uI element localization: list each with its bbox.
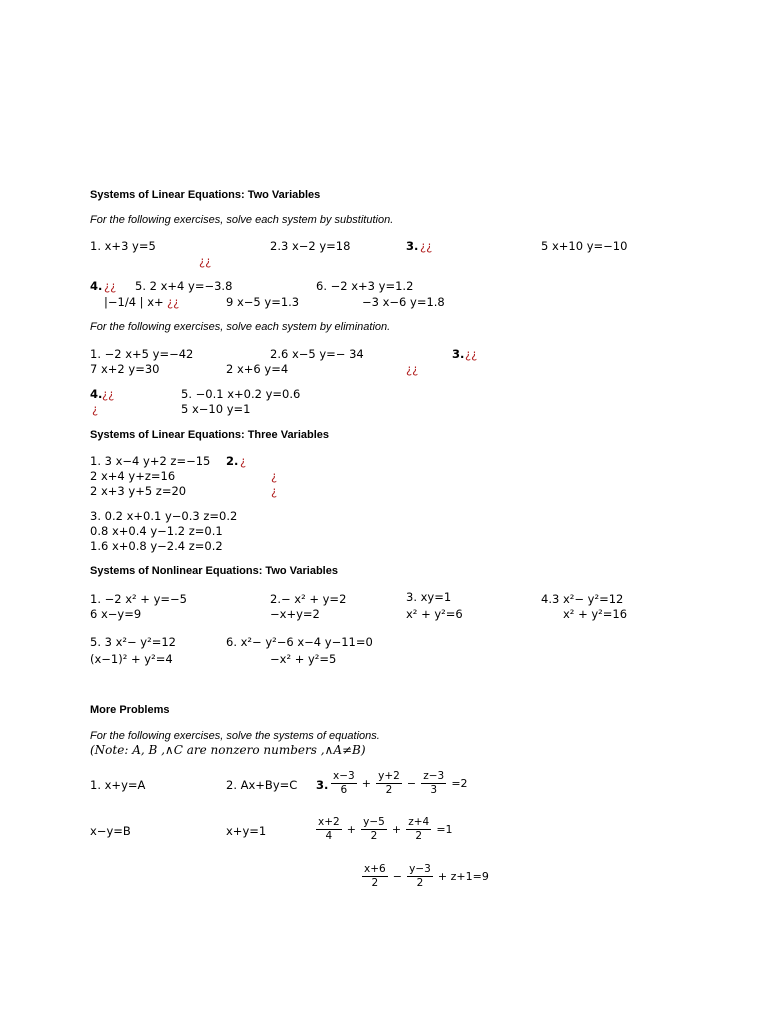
problem-4-elim-label: 4.	[90, 387, 103, 401]
problem-1-nonlin-line2: 6 x−y=9	[90, 607, 142, 621]
fraction-numerator: x+2	[318, 816, 340, 828]
operator: −	[392, 870, 403, 883]
problem-1-elim-line2: 7 x+2 y=30	[90, 362, 160, 376]
fraction-row-3	[362, 863, 489, 890]
fraction-row-2	[316, 816, 453, 843]
fraction-denominator: 3	[430, 784, 438, 796]
fraction-denominator: 2	[370, 830, 378, 842]
problem-5-elim-line2: 5 x−10 y=1	[181, 402, 251, 416]
problem-6-nonlin-line1: 6. x²− y²−6 x−4 y−11=0	[226, 635, 373, 649]
operator: +	[391, 823, 402, 836]
problem-6-sub-line1: 6. −2 x+3 y=1.2	[316, 279, 414, 293]
note-text: (Note: A, B ,∧C are nonzero numbers ,∧A≠B)	[90, 743, 366, 757]
problem-1-three-line3: 2 x+3 y+5 z=20	[90, 484, 187, 498]
problem-5-sub-line1: 5. 2 x+4 y=−3.8	[135, 279, 233, 293]
equation-rhs: =1	[436, 823, 453, 836]
problem-1-sub: 1. x+3 y=5	[90, 239, 156, 253]
problem-4-nonlin-line2: x² + y²=16	[563, 607, 628, 621]
glyph-placeholder: ¿¿	[465, 347, 478, 361]
fraction-denominator: 2	[416, 877, 424, 889]
problem-2-elim-line2: 2 x+6 y=4	[226, 362, 289, 376]
glyph-placeholder: ¿¿	[102, 387, 115, 401]
problem-2-nonlin-line1: 2.− x² + y=2	[270, 592, 347, 606]
problem-3-nonlin-line2: x² + y²=6	[406, 607, 463, 621]
problem-5-nonlin-line1: 5. 3 x²− y²=12	[90, 635, 176, 649]
problem-1-elim-line1: 1. −2 x+5 y=−42	[90, 347, 194, 361]
problem-2-sub: 2.3 x−2 y=18	[270, 239, 351, 253]
problem-1-three-line2: 2 x+4 y+z=16	[90, 469, 176, 483]
instruction-more-problems: For the following exercises, solve the systems of equations.	[90, 730, 380, 742]
glyph-placeholder: ¿	[240, 454, 247, 468]
problem-2-more-line2: x+y=1	[226, 824, 267, 838]
problem-5-elim-line1: 5. −0.1 x+0.2 y=0.6	[181, 387, 301, 401]
section-heading-linear-three: Systems of Linear Equations: Three Variables	[90, 429, 330, 441]
equation-rhs: + z+1=9	[437, 870, 489, 883]
problem-2-elim-line1: 2.6 x−5 y=− 34	[270, 347, 364, 361]
equation-rhs: =2	[451, 777, 468, 790]
problem-3-sub-eq: 5 x+10 y=−10	[541, 239, 628, 253]
glyph-placeholder: ¿¿	[199, 254, 212, 268]
section-heading-nonlinear: Systems of Nonlinear Equations: Two Variables	[90, 565, 338, 577]
fraction-denominator: 6	[340, 784, 348, 796]
fraction-numerator: y−3	[409, 863, 431, 875]
operator: +	[346, 823, 357, 836]
fraction-numerator: z+4	[408, 816, 430, 828]
section-heading-linear-two: Systems of Linear Equations: Two Variables	[90, 189, 321, 201]
problem-4-sub-label: 4.	[90, 279, 103, 293]
problem-5-nonlin-line2: (x−1)² + y²=4	[90, 652, 173, 666]
fraction-denominator: 2	[371, 877, 379, 889]
problem-5-sub-line2: 9 x−5 y=1.3	[226, 295, 300, 309]
fraction-numerator: y+2	[378, 770, 400, 782]
instruction-substitution: For the following exercises, solve each system by substitution.	[90, 214, 394, 226]
fraction-row-1	[331, 770, 468, 797]
problem-3-three-line3: 1.6 x+0.8 y−2.4 z=0.2	[90, 539, 223, 553]
fraction-numerator: x+6	[364, 863, 386, 875]
fraction-denominator: 4	[325, 830, 333, 842]
problem-6-nonlin-line2: −x² + y²=5	[270, 652, 337, 666]
problem-1-nonlin-line1: 1. −2 x² + y=−5	[90, 592, 187, 606]
glyph-placeholder: ¿¿	[167, 295, 180, 309]
glyph-placeholder: ¿	[271, 484, 278, 498]
instruction-elimination: For the following exercises, solve each system by elimination.	[90, 321, 391, 333]
problem-1-three-line1: 1. 3 x−4 y+2 z=−15	[90, 454, 211, 468]
problem-4-nonlin-line1: 4.3 x²− y²=12	[541, 592, 624, 606]
operator: +	[361, 777, 372, 790]
problem-6-sub-line2: −3 x−6 y=1.8	[362, 295, 445, 309]
section-heading-more-problems: More Problems	[90, 704, 170, 716]
problem-3-three-line1: 3. 0.2 x+0.1 y−0.3 z=0.2	[90, 509, 238, 523]
problem-4-sub-line2: |−1/4 | x+	[104, 295, 164, 309]
problem-3-three-line2: 0.8 x+0.4 y−1.2 z=0.1	[90, 524, 223, 538]
fraction-denominator: 2	[415, 830, 423, 842]
problem-3-sub-label: 3.	[406, 239, 419, 253]
problem-3-elim-label: 3.	[452, 347, 465, 361]
glyph-placeholder: ¿¿	[420, 239, 433, 253]
problem-2-more-line1: 2. Ax+By=C	[226, 778, 298, 792]
fraction-numerator: y−5	[363, 816, 385, 828]
fraction-denominator: 2	[385, 784, 393, 796]
problem-3-more-label: 3.	[316, 778, 329, 792]
fraction-numerator: z−3	[423, 770, 445, 782]
glyph-placeholder: ¿¿	[104, 279, 117, 293]
glyph-placeholder: ¿¿	[406, 362, 419, 376]
glyph-placeholder: ¿	[92, 402, 99, 416]
operator: −	[406, 777, 417, 790]
fraction-numerator: x−3	[333, 770, 355, 782]
problem-2-three-label: 2.	[226, 454, 239, 468]
problem-3-nonlin-line1: 3. xy=1	[406, 590, 452, 604]
problem-1-more-line1: 1. x+y=A	[90, 778, 146, 792]
glyph-placeholder: ¿	[271, 469, 278, 483]
problem-1-more-line2: x−y=B	[90, 824, 131, 838]
problem-2-nonlin-line2: −x+y=2	[270, 607, 320, 621]
